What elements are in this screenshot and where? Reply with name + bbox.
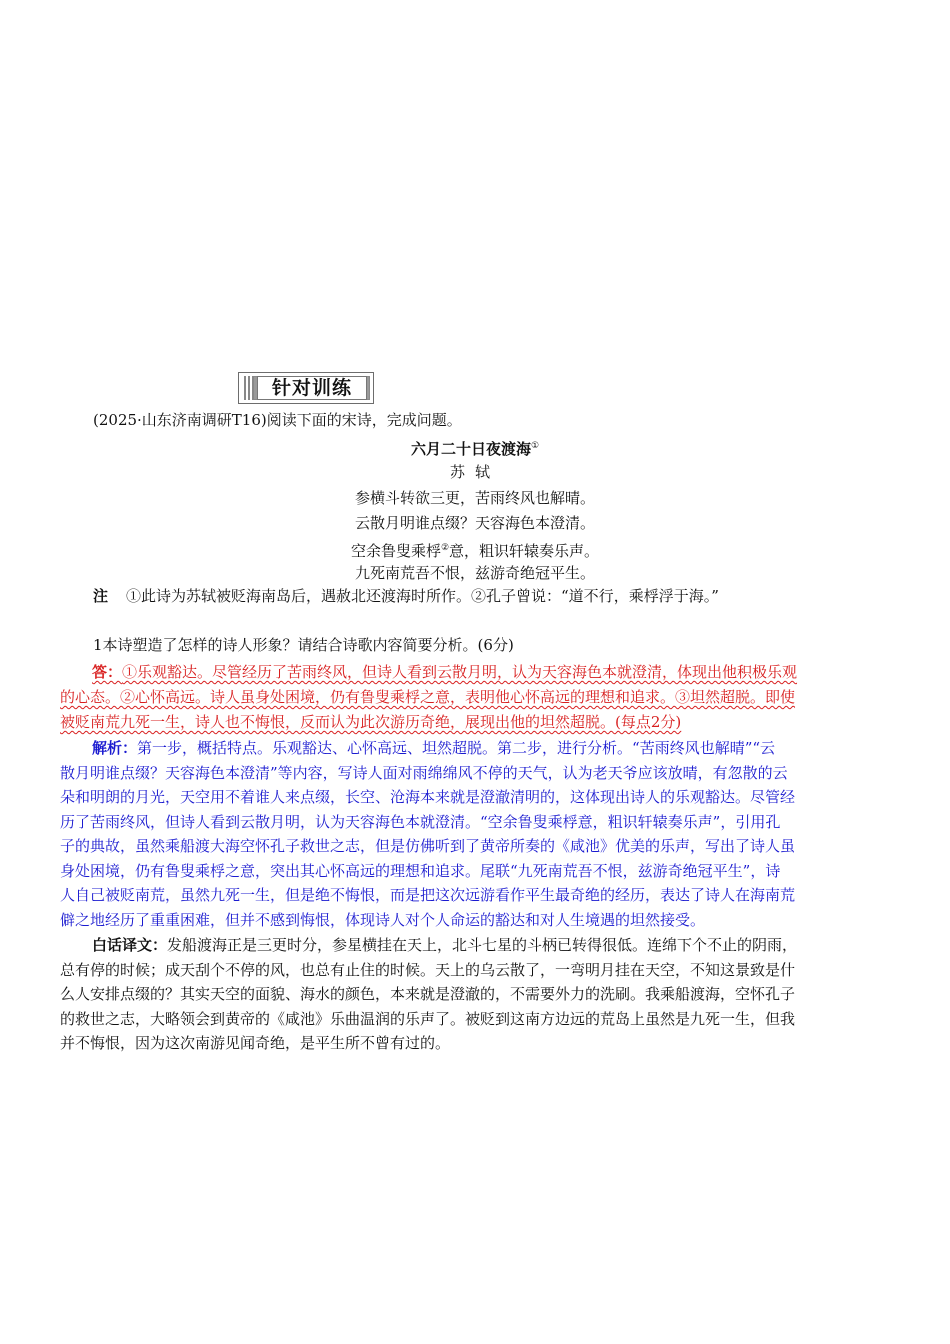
translation-line-5: 并不悔恨，因为这次南游见闻奇绝，是平生所不曾有过的。 <box>60 1034 451 1052</box>
analysis-line-5: 子的典故，虽然乘船渡大海空怀孔子救世之志，但是仿佛听到了黄帝所奏的《咸池》优美的乐声，写出了诗人虽 <box>60 837 796 855</box>
analysis-line-1 <box>60 736 890 761</box>
analysis-line-2: 散月明谁点缀？天容海色本澄清”等内容，写诗人面对雨绵绵风不停的天气，认为老天爷应该放晴，有忽散的云 <box>60 763 788 782</box>
poem-line-2: 云散月明谁点缀？天容海色本澄清。 <box>354 514 595 532</box>
translation-line-4: 的救世之志，大略领会到黄帝的《咸池》乐曲温润的乐声了。被贬到这南方边远的荒岛上虽然是九死一生，但我 <box>60 1009 796 1028</box>
badge-stripes <box>242 376 254 400</box>
answer-line-1-text: ①乐观豁达。尽管经历了苦雨终风，但诗人看到云散月明，认为天容海色本就澄清，体现出他积极乐观 <box>122 663 798 681</box>
analysis-line-6: 身处困境，仍有鲁叟乘桴之意，突出其心怀高远的理想和追求。尾联“九死南荒吾不恨，兹游奇绝冠平生”，诗 <box>60 861 781 880</box>
analysis-line-7: 人自己被贬南荒，虽然九死一生，但是绝不悔恨，而是把这次远游看作平生最奇绝的经历，表达了诗人在海南荒 <box>60 886 796 904</box>
answer-label: 答： <box>92 663 123 681</box>
analysis-line-8: 僻之地经历了重重困难，但并不感到悔恨，体现诗人对个人命运的豁达和对人生境遇的坦然接受。 <box>60 910 706 929</box>
poem-line-3-footnote: ② <box>440 543 450 553</box>
analysis-line-4: 历了苦雨终风，但诗人看到云散月明，认为天容海色本就澄清。“空余鲁叟乘桴意，粗识轩辕奏乐声”，引用孔 <box>60 812 781 831</box>
translation-label: 白话译文： <box>92 936 168 954</box>
poem-author: 苏轼 <box>449 463 500 481</box>
section-header-badge <box>238 372 374 404</box>
poem-title <box>0 434 950 461</box>
translation-line-1-text: 发船渡海正是三更时分，参星横挂在天上，北斗七星的斗柄已转得很低。连绵下个不止的阴雨， <box>167 936 798 954</box>
notes-label: 注 <box>93 587 109 605</box>
translation-line-2: 总有停的时候；成天刮个不停的风，也总有止住的时候。天上的乌云散了，一弯明月挂在天空，不知这景致是什 <box>60 960 796 979</box>
analysis-label: 解析： <box>92 739 138 757</box>
translation-line-3: 么人安排点缀的？其实天空的面貌、海水的颜色，本来就是澄澈的，不需要外力的洗刷。我乘船渡海，空怀孔子 <box>60 985 796 1003</box>
poem-line-3 <box>0 536 950 563</box>
poem-line-3-part-a: 空余鲁叟乘桴 <box>350 542 441 560</box>
translation-line-1 <box>60 933 890 958</box>
notes-text: ①此诗为苏轼被贬海南岛后，遇赦北还渡海时所作。②孔子曾说：“道不行，乘桴浮于海。” <box>126 587 719 605</box>
poem-line-1: 参横斗转欲三更，苦雨终风也解晴。 <box>354 489 595 507</box>
answer-line-2: 的心态。②心怀高远。诗人虽身处困境，仍有鲁叟乘桴之意，表明他心怀高远的理想和追求。③坦然超脱。即使 <box>60 688 796 706</box>
question-text: 1本诗塑造了怎样的诗人形象？请结合诗歌内容简要分析。(6分) <box>93 636 514 654</box>
answer-line-1 <box>60 660 890 685</box>
poem-title-text: 六月二十日夜渡海 <box>410 440 531 458</box>
answer-line-3: 被贬南荒九死一生，诗人也不悔恨，反而认为此次游历奇绝，展现出他的坦然超脱。(每点2分) <box>60 713 682 731</box>
poem-title-footnote: ① <box>530 441 540 451</box>
analysis-line-3: 朵和明朗的月光，天空用不着谁人来点缀，长空、沧海本来就是澄澈清明的，这体现出诗人的乐观豁达。尽管经 <box>60 788 796 806</box>
analysis-block <box>60 736 890 932</box>
section-title: 针对训练 <box>257 376 367 400</box>
answer-block <box>60 660 890 735</box>
analysis-line-1-text: 第一步，概括特点。乐观豁达、心怀高远、坦然超脱。第二步，进行分析。“苦雨终风也解晴”“云 <box>137 739 776 757</box>
poem-notes <box>93 584 719 608</box>
poem-line-4: 九死南荒吾不恨，兹游奇绝冠平生。 <box>354 564 595 582</box>
translation-block <box>60 933 890 1056</box>
question-intro: (2025·山东济南调研T16)阅读下面的宋诗，完成问题。 <box>93 411 462 429</box>
poem-line-3-part-b: 意，粗识轩辕奏乐声。 <box>449 542 600 560</box>
